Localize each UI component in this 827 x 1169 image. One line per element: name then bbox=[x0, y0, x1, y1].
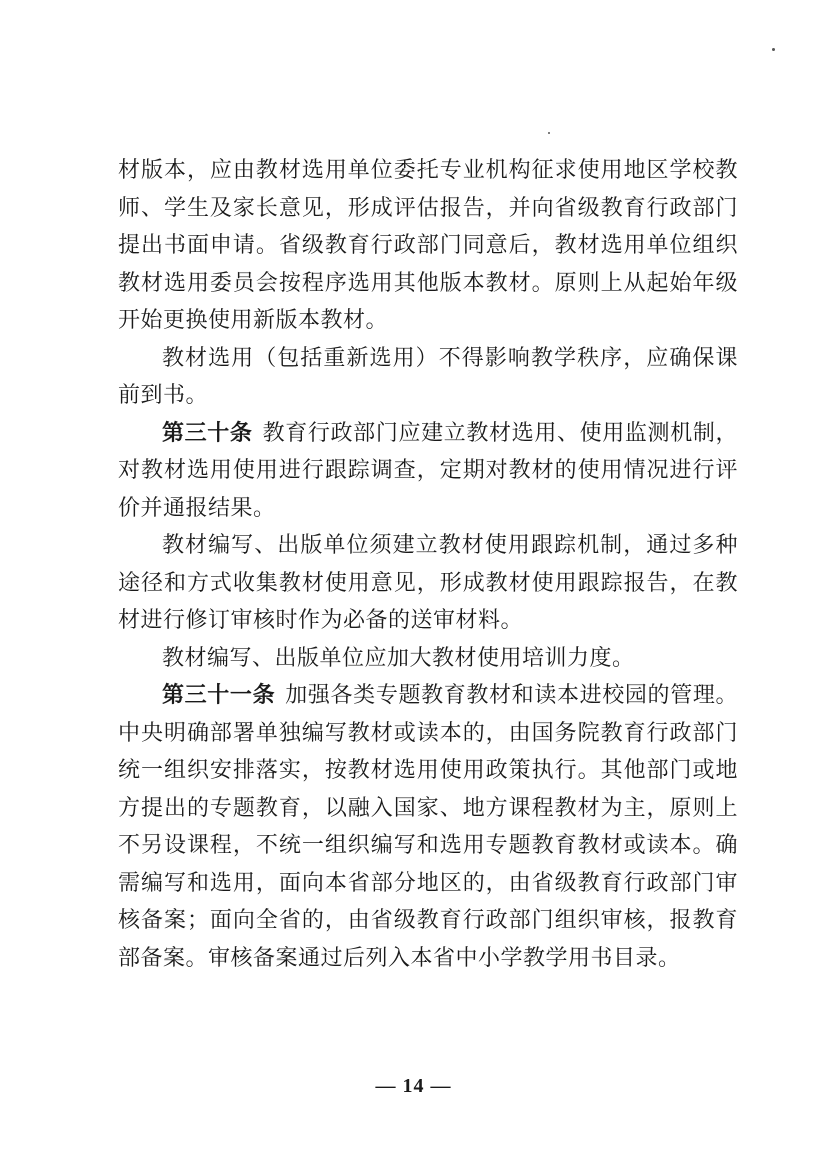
article-title: 第三十一条 bbox=[162, 682, 276, 708]
paragraph-text: 教材编写、出版单位须建立教材使用跟踪机制，通过多种途径和方式收集教材使用意见，形成教材使用跟踪报告，在教材进行修订审核时作为必备的送审材料。 bbox=[118, 533, 738, 633]
paragraph-textbook-timing bbox=[118, 340, 738, 415]
paragraph-text: 材版本，应由教材选用单位委托专业机构征求使用地区学校教师、学生及家长意见，形成评估报告，并向省级教育行政部门提出书面申请。省级教育行政部门同意后，教材选用单位组织教材选用委员会按程序选用其他版本教材。原则上从起始年级开始更换使用新版本教材。 bbox=[118, 158, 738, 333]
paragraph-text: 教育行政部门应建立教材选用、使用监测机制，对教材选用使用进行跟踪调查，定期对教材的使用情况进行评价并通报结果。 bbox=[118, 420, 738, 521]
paragraph-tracking-mechanism bbox=[118, 527, 738, 640]
paragraph-continuation bbox=[118, 152, 738, 340]
paragraph-training bbox=[118, 640, 738, 678]
article-title: 第三十条 bbox=[162, 419, 253, 446]
page-number: — 14 — bbox=[375, 1075, 452, 1097]
scan-speck bbox=[548, 132, 550, 134]
paragraph-text: 教材编写、出版单位应加大教材使用培训力度。 bbox=[162, 645, 635, 671]
article-31 bbox=[118, 677, 738, 977]
document-body bbox=[118, 152, 738, 977]
paragraph-text: 教材选用（包括重新选用）不得影响教学秩序，应确保课前到书。 bbox=[118, 345, 738, 408]
paragraph-text: 加强各类专题教育教材和读本进校园的管理。中央明确部署单独编写教材或读本的，由国务院教育行政部门统一组织安排落实，按教材选用使用政策执行。其他部门或地方提出的专题教育，以融入国家、地方课程教材为主，原则上不另设课程，不统一组织编写和选用专题教育教材或读本。确需编写和选用，面向本省部分地区的，由省级教育行政部门审核备案；面向全省的，由省级教育行政部门组织审核，报教育部备案。审核备案通过后列入本省中小学教学用书目录。 bbox=[118, 683, 738, 971]
article-30 bbox=[118, 415, 738, 528]
scan-speck bbox=[772, 48, 775, 51]
